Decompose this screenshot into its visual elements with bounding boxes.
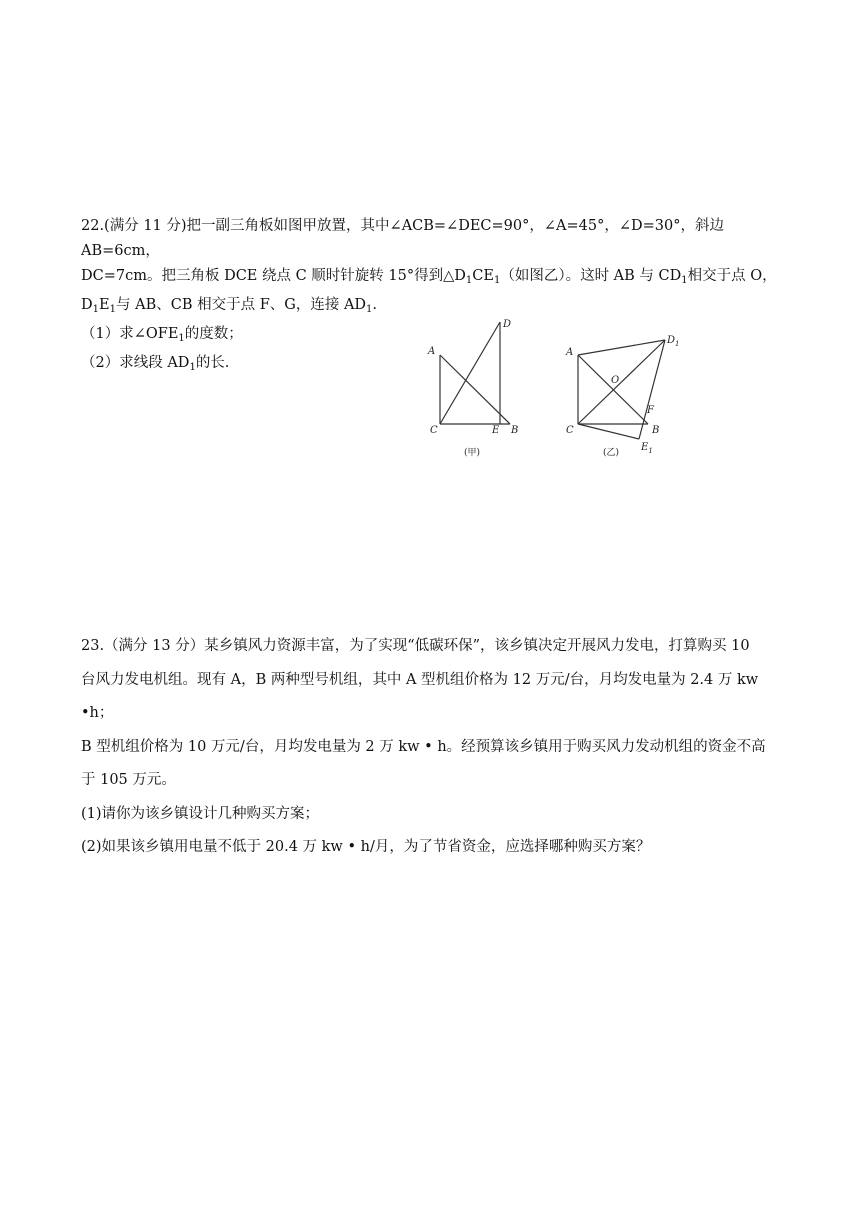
yi-label-b: B: [652, 425, 660, 436]
q23-line-2: 台风力发电机组。现有 A，B 两种型号机组，其中 A 型机组价格为 12 万元/台，月均发电量为 2.4 万 kw •h；: [81, 671, 759, 721]
yi-label-o: O: [611, 375, 620, 386]
q22-line-3: $D_1E_1$与 AB、CB 相交于点 F、G，连接 $AD_1$.: [81, 297, 378, 315]
jia-label-d: D: [503, 319, 512, 330]
yi-label-e1: $E_1$: [641, 442, 653, 455]
jia-label-a: A: [428, 346, 436, 357]
q23-line-4: 于 105 万元。: [81, 772, 176, 788]
question-23: [81, 630, 781, 865]
figure-yi-svg: [555, 315, 690, 465]
q22-part-1: （1）求$\angle OFE_1$的度数；: [81, 326, 243, 344]
jia-caption: (甲): [464, 448, 481, 458]
figure-jia-svg: [420, 315, 530, 465]
jia-label-c: C: [430, 425, 438, 436]
jia-line-cd: [440, 322, 500, 424]
yi-caption: (乙): [603, 448, 620, 458]
q22-line-1: 22.(满分 11 分)把一副三角板如图甲放置，其中∠ACB=∠DEC=90°，∠A=45°，∠D=30°，斜边 AB=6cm，: [81, 218, 724, 259]
figure-jia: [420, 315, 530, 469]
yi-label-d1: $D_1$: [667, 335, 680, 348]
q22-line-2: DC=7cm。把三角板 DCE 绕点 C 顺时针旋转 15°得到$\triangle D_1CE_1$（如图乙）。这时 AB 与 $CD_1$相交于点 O，: [81, 268, 777, 286]
yi-label-a: A: [566, 347, 574, 358]
q23-part-2: (2)如果该乡镇用电量不低于 20.4 万 kw • h/月，为了节省资金，应选择哪种购买方案？: [81, 839, 651, 855]
figure-yi: [555, 315, 690, 469]
q22-part-2: （2）求线段 $AD_1$的长.: [81, 355, 230, 373]
yi-line-ce1: [578, 424, 639, 439]
q23-line-3: B 型机组价格为 10 万元/台，月均发电量为 2 万 kw • h。经预算该乡镇用于购买风力发动机组的资金不高: [81, 738, 766, 755]
jia-label-e: E: [492, 425, 500, 436]
q23-part-1: (1)请你为该乡镇设计几种购买方案；: [81, 805, 320, 822]
yi-label-f: F: [647, 405, 654, 416]
jia-label-b: B: [511, 425, 519, 436]
yi-label-c: C: [566, 425, 574, 436]
q23-line-1: 23.（满分 13 分）某乡镇风力资源丰富，为了实现“低碳环保”，该乡镇决定开展风力发电，打算购买 10: [81, 638, 750, 654]
